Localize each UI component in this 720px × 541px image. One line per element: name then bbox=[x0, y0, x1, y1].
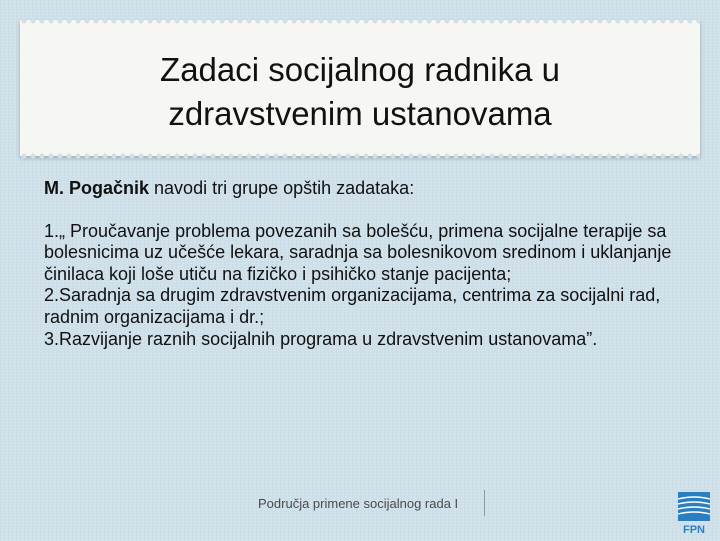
list-item-3: 3.Razvijanje raznih socijalnih programa u zdravstvenim ustanovama”. bbox=[44, 328, 598, 349]
fpn-logo bbox=[674, 490, 714, 536]
logo-text: FPN bbox=[683, 524, 705, 536]
list-item-2: 2.Saradnja sa drugim zdravstvenim organizacijama, centrima za socijalni rad, radnim organizacijama i dr.; bbox=[44, 285, 661, 327]
slide-body bbox=[44, 178, 684, 350]
list-item-1: 1.„ Proučavanje problema povezanih sa bolešću, primena socijalne terapije sa bolesnicima uz učešće lekara, saradnja sa bolesnikovom sredinom i uklanjanje činilaca koji loše utiču na fizičko i psihičko stanje pacijenta; bbox=[44, 220, 672, 284]
slide-title bbox=[20, 48, 700, 136]
torn-edge-top bbox=[20, 17, 700, 24]
footer-divider bbox=[484, 490, 485, 516]
intro-paragraph bbox=[44, 178, 684, 200]
intro-author: M. Pogačnik bbox=[44, 178, 150, 198]
slide-title-line-2: zdravstvenim ustanovama bbox=[168, 95, 552, 132]
footer-text: Područja primene socijalnog rada I bbox=[258, 496, 459, 511]
fpn-logo-icon bbox=[674, 490, 714, 536]
intro-text: navodi tri grupe opštih zadataka: bbox=[149, 178, 415, 198]
slide-title-line-1: Zadaci socijalnog radnika u bbox=[160, 51, 560, 88]
title-card bbox=[20, 20, 700, 156]
torn-edge-bottom bbox=[20, 152, 700, 159]
